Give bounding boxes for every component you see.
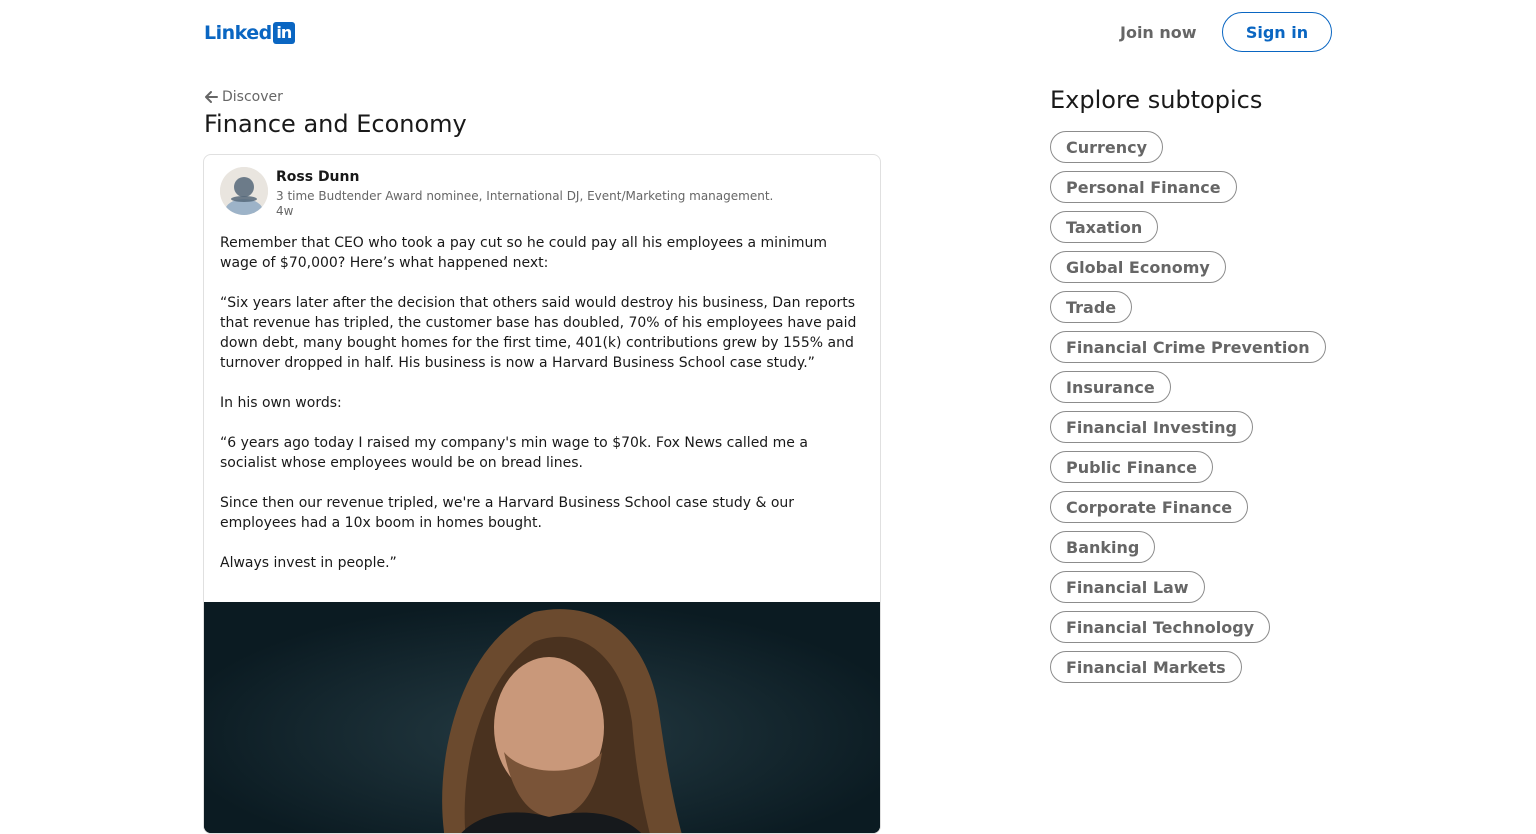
post-paragraph: Since then our revenue tripled, we're a Harvard Business School case study & our employees had a 10x boom in homes bought. (220, 495, 795, 531)
subtopic-pill[interactable]: Financial Crime Prevention (1050, 331, 1326, 363)
subtopic-pill[interactable]: Financial Markets (1050, 651, 1242, 683)
subtopic-pill[interactable]: Public Finance (1050, 451, 1213, 483)
author-headline: 3 time Budtender Award nominee, International DJ, Event/Marketing management. (276, 189, 774, 203)
linkedin-logo[interactable] (204, 22, 295, 44)
post-paragraph: “6 years ago today I raised my company's min wage to $70k. Fox News called me a socialist whose employees would be on bread lines. (220, 435, 808, 471)
top-nav (0, 0, 1536, 64)
post-body (220, 233, 866, 593)
breadcrumb-label: Discover (222, 89, 283, 105)
subtopic-pill[interactable]: Personal Finance (1050, 171, 1237, 203)
post-paragraph: Always invest in people.” (220, 555, 397, 571)
subtopics-heading: Explore subtopics (1050, 86, 1263, 114)
post-paragraph: Remember that CEO who took a pay cut so he could pay all his employees a minimum wage of $70,000? Here’s what happened next: (220, 235, 827, 271)
subtopics-list (1050, 131, 1370, 683)
post-card (203, 154, 881, 834)
join-now-button[interactable]: Join now (1120, 22, 1197, 42)
subtopic-pill[interactable]: Currency (1050, 131, 1163, 163)
subtopic-pill[interactable]: Financial Law (1050, 571, 1205, 603)
subtopic-pill[interactable]: Global Economy (1050, 251, 1226, 283)
subtopic-pill[interactable]: Taxation (1050, 211, 1158, 243)
subtopic-pill[interactable]: Financial Investing (1050, 411, 1253, 443)
logo-text: Linked (204, 22, 272, 44)
author-name[interactable]: Ross Dunn (276, 169, 360, 185)
post-image[interactable] (204, 602, 881, 834)
arrow-left-icon (204, 90, 218, 104)
page-title: Finance and Economy (204, 110, 467, 138)
post-timestamp: 4w (276, 204, 294, 218)
logo-in-badge: in (273, 22, 295, 44)
avatar[interactable] (220, 167, 268, 215)
post-paragraph: In his own words: (220, 395, 342, 411)
sign-in-button[interactable]: Sign in (1222, 12, 1332, 52)
subtopic-pill[interactable]: Financial Technology (1050, 611, 1270, 643)
post-paragraph: “Six years later after the decision that others said would destroy his business, Dan reports that revenue has tripled, the customer base has doubled, 70% of his employees have paid down debt, many bought homes for the first time, 401(k) contributions grew by 155% and turnover dropped in half. His business is now a Harvard Business School case study.” (220, 295, 857, 371)
breadcrumb-discover[interactable] (204, 88, 283, 106)
subtopic-pill[interactable]: Insurance (1050, 371, 1171, 403)
subtopic-pill[interactable]: Banking (1050, 531, 1155, 563)
subtopic-pill[interactable]: Corporate Finance (1050, 491, 1248, 523)
subtopic-pill[interactable]: Trade (1050, 291, 1132, 323)
